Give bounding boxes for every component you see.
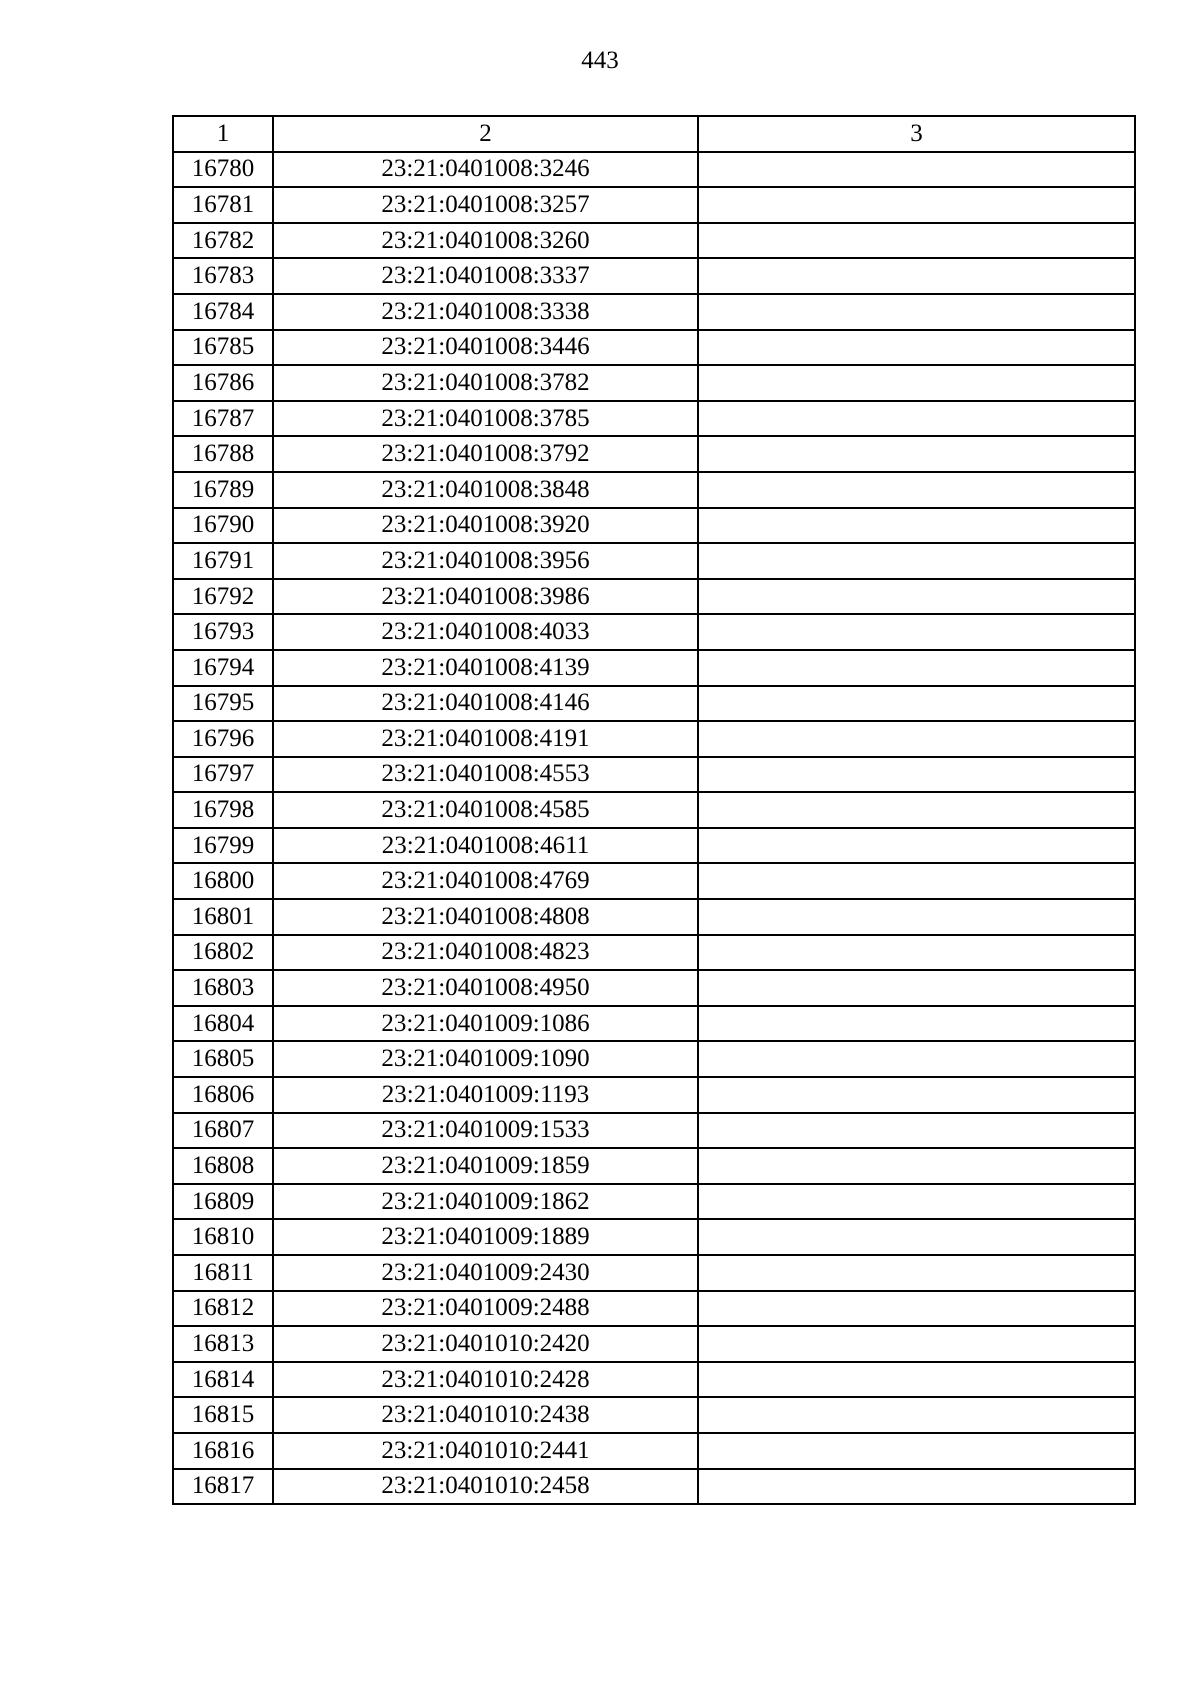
column-header-3: 3 (698, 116, 1135, 152)
table-row (173, 828, 1135, 864)
table-row (173, 863, 1135, 899)
column-3-cell (698, 579, 1135, 615)
row-number-cell: 16801 (173, 899, 273, 935)
table-row (173, 650, 1135, 686)
column-3-cell (698, 401, 1135, 437)
column-3-cell (698, 1006, 1135, 1042)
row-number-cell: 16780 (173, 152, 273, 188)
cadastral-number-cell: 23:21:0401009:2430 (273, 1255, 698, 1291)
table-row (173, 1077, 1135, 1113)
row-number-cell: 16798 (173, 792, 273, 828)
row-number-cell: 16803 (173, 970, 273, 1006)
cadastral-number-cell: 23:21:0401008:3920 (273, 508, 698, 544)
row-number-cell: 16816 (173, 1433, 273, 1469)
table-row (173, 508, 1135, 544)
table-row (173, 1326, 1135, 1362)
table-row (173, 401, 1135, 437)
column-header-2: 2 (273, 116, 698, 152)
column-3-cell (698, 1219, 1135, 1255)
cadastral-number-cell: 23:21:0401008:4808 (273, 899, 698, 935)
column-3-cell (698, 970, 1135, 1006)
cadastral-number-cell: 23:21:0401008:3792 (273, 436, 698, 472)
column-3-cell (698, 330, 1135, 366)
row-number-cell: 16811 (173, 1255, 273, 1291)
cadastral-number-cell: 23:21:0401009:1859 (273, 1148, 698, 1184)
table-row (173, 330, 1135, 366)
row-number-cell: 16784 (173, 294, 273, 330)
row-number-cell: 16787 (173, 401, 273, 437)
row-number-cell: 16782 (173, 223, 273, 259)
table-row (173, 686, 1135, 722)
cadastral-number-cell: 23:21:0401010:2420 (273, 1326, 698, 1362)
table-row (173, 614, 1135, 650)
cadastral-number-cell: 23:21:0401009:2488 (273, 1291, 698, 1327)
column-3-cell (698, 543, 1135, 579)
column-3-cell (698, 365, 1135, 401)
column-3-cell (698, 152, 1135, 188)
table-row (173, 1184, 1135, 1220)
cadastral-number-cell: 23:21:0401009:1193 (273, 1077, 698, 1113)
cadastral-number-cell: 23:21:0401008:3782 (273, 365, 698, 401)
column-3-cell (698, 508, 1135, 544)
row-number-cell: 16804 (173, 1006, 273, 1042)
table-row (173, 223, 1135, 259)
column-3-cell (698, 935, 1135, 971)
cadastral-number-cell: 23:21:0401008:4191 (273, 721, 698, 757)
row-number-cell: 16807 (173, 1113, 273, 1149)
row-number-cell: 16790 (173, 508, 273, 544)
row-number-cell: 16810 (173, 1219, 273, 1255)
cadastral-number-cell: 23:21:0401008:3257 (273, 187, 698, 223)
cadastral-number-cell: 23:21:0401009:1090 (273, 1041, 698, 1077)
table-row (173, 294, 1135, 330)
cadastral-number-cell: 23:21:0401008:4769 (273, 863, 698, 899)
cadastral-number-cell: 23:21:0401009:1086 (273, 1006, 698, 1042)
row-number-cell: 16783 (173, 258, 273, 294)
row-number-cell: 16809 (173, 1184, 273, 1220)
column-3-cell (698, 472, 1135, 508)
cadastral-number-cell: 23:21:0401008:4950 (273, 970, 698, 1006)
column-3-cell (698, 1397, 1135, 1433)
table-row (173, 899, 1135, 935)
column-3-cell (698, 1362, 1135, 1398)
row-number-cell: 16802 (173, 935, 273, 971)
column-3-cell (698, 650, 1135, 686)
column-3-cell (698, 1184, 1135, 1220)
column-3-cell (698, 828, 1135, 864)
cadastral-number-cell: 23:21:0401008:3956 (273, 543, 698, 579)
cadastral-number-cell: 23:21:0401008:3260 (273, 223, 698, 259)
row-number-cell: 16792 (173, 579, 273, 615)
row-number-cell: 16806 (173, 1077, 273, 1113)
row-number-cell: 16815 (173, 1397, 273, 1433)
row-number-cell: 16789 (173, 472, 273, 508)
column-3-cell (698, 1113, 1135, 1149)
table-row (173, 721, 1135, 757)
column-3-cell (698, 187, 1135, 223)
table-row (173, 365, 1135, 401)
row-number-cell: 16817 (173, 1469, 273, 1505)
column-3-cell (698, 1255, 1135, 1291)
row-number-cell: 16808 (173, 1148, 273, 1184)
table-row (173, 152, 1135, 188)
cadastral-number-cell: 23:21:0401010:2458 (273, 1469, 698, 1505)
table-row (173, 1148, 1135, 1184)
registry-table (172, 115, 1136, 1505)
cadastral-number-cell: 23:21:0401008:4139 (273, 650, 698, 686)
row-number-cell: 16799 (173, 828, 273, 864)
table-row (173, 1113, 1135, 1149)
column-3-cell (698, 258, 1135, 294)
cadastral-number-cell: 23:21:0401009:1889 (273, 1219, 698, 1255)
column-3-cell (698, 1433, 1135, 1469)
table-row (173, 187, 1135, 223)
cadastral-number-cell: 23:21:0401008:3338 (273, 294, 698, 330)
column-3-cell (698, 614, 1135, 650)
row-number-cell: 16781 (173, 187, 273, 223)
row-number-cell: 16814 (173, 1362, 273, 1398)
column-header-1: 1 (173, 116, 273, 152)
column-3-cell (698, 899, 1135, 935)
row-number-cell: 16805 (173, 1041, 273, 1077)
row-number-cell: 16796 (173, 721, 273, 757)
table-row (173, 1041, 1135, 1077)
row-number-cell: 16794 (173, 650, 273, 686)
table-row (173, 258, 1135, 294)
column-3-cell (698, 1469, 1135, 1505)
column-3-cell (698, 1291, 1135, 1327)
column-3-cell (698, 757, 1135, 793)
cadastral-number-cell: 23:21:0401008:4585 (273, 792, 698, 828)
column-3-cell (698, 721, 1135, 757)
column-3-cell (698, 436, 1135, 472)
row-number-cell: 16795 (173, 686, 273, 722)
column-3-cell (698, 686, 1135, 722)
table-row (173, 1397, 1135, 1433)
table-row (173, 792, 1135, 828)
table-row (173, 579, 1135, 615)
table-row (173, 1362, 1135, 1398)
cadastral-number-cell: 23:21:0401010:2441 (273, 1433, 698, 1469)
cadastral-number-cell: 23:21:0401008:4033 (273, 614, 698, 650)
cadastral-number-cell: 23:21:0401009:1533 (273, 1113, 698, 1149)
column-3-cell (698, 792, 1135, 828)
table-row (173, 1469, 1135, 1505)
page-number: 443 (581, 47, 619, 74)
column-3-cell (698, 1326, 1135, 1362)
table-header-row (173, 116, 1135, 152)
table-body (173, 152, 1135, 1505)
column-3-cell (698, 294, 1135, 330)
row-number-cell: 16797 (173, 757, 273, 793)
table-row (173, 543, 1135, 579)
table-row (173, 472, 1135, 508)
table-row (173, 970, 1135, 1006)
table-row (173, 1433, 1135, 1469)
table-row (173, 1255, 1135, 1291)
cadastral-number-cell: 23:21:0401008:3246 (273, 152, 698, 188)
table-row (173, 935, 1135, 971)
column-3-cell (698, 1041, 1135, 1077)
cadastral-number-cell: 23:21:0401008:3446 (273, 330, 698, 366)
column-3-cell (698, 1148, 1135, 1184)
table-row (173, 1291, 1135, 1327)
table-row (173, 1006, 1135, 1042)
row-number-cell: 16812 (173, 1291, 273, 1327)
cadastral-number-cell: 23:21:0401008:3337 (273, 258, 698, 294)
cadastral-number-cell: 23:21:0401008:4823 (273, 935, 698, 971)
cadastral-number-cell: 23:21:0401008:3986 (273, 579, 698, 615)
row-number-cell: 16813 (173, 1326, 273, 1362)
table-row (173, 757, 1135, 793)
cadastral-number-cell: 23:21:0401009:1862 (273, 1184, 698, 1220)
column-3-cell (698, 1077, 1135, 1113)
row-number-cell: 16800 (173, 863, 273, 899)
row-number-cell: 16786 (173, 365, 273, 401)
column-3-cell (698, 863, 1135, 899)
row-number-cell: 16785 (173, 330, 273, 366)
row-number-cell: 16793 (173, 614, 273, 650)
cadastral-number-cell: 23:21:0401010:2428 (273, 1362, 698, 1398)
table-row (173, 436, 1135, 472)
table-row (173, 1219, 1135, 1255)
cadastral-number-cell: 23:21:0401008:4553 (273, 757, 698, 793)
column-3-cell (698, 223, 1135, 259)
row-number-cell: 16791 (173, 543, 273, 579)
row-number-cell: 16788 (173, 436, 273, 472)
cadastral-number-cell: 23:21:0401008:4146 (273, 686, 698, 722)
cadastral-number-cell: 23:21:0401008:3848 (273, 472, 698, 508)
cadastral-number-cell: 23:21:0401008:3785 (273, 401, 698, 437)
cadastral-number-cell: 23:21:0401008:4611 (273, 828, 698, 864)
cadastral-number-cell: 23:21:0401010:2438 (273, 1397, 698, 1433)
